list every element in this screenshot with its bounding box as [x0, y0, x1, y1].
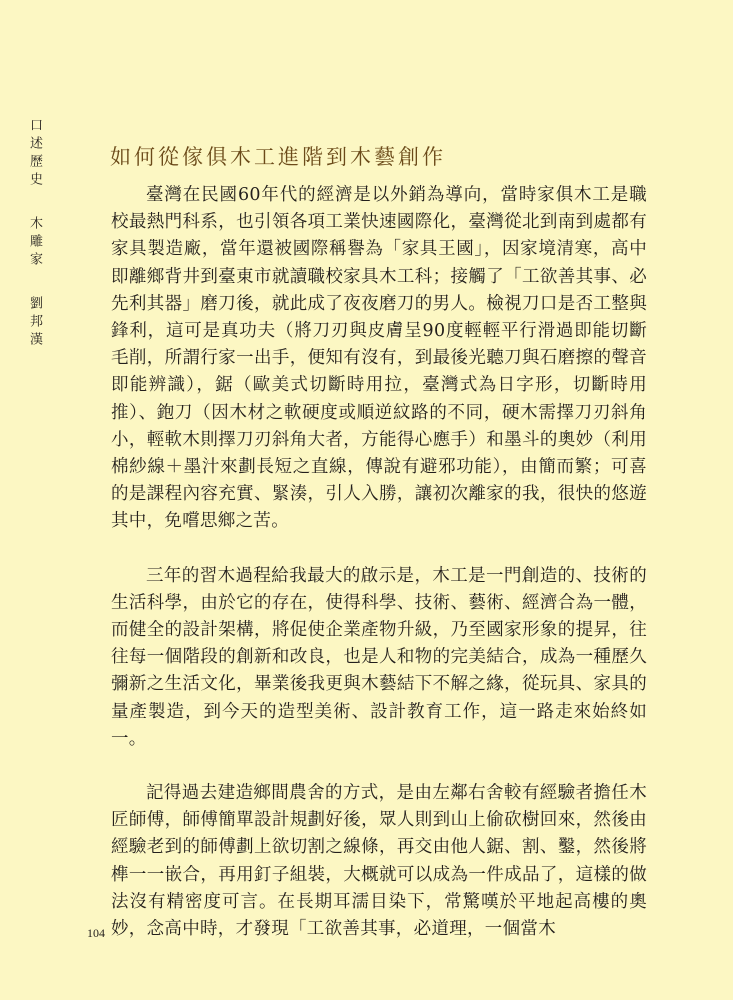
paragraph-1: 臺灣在民國60年代的經濟是以外銷為導向，當時家俱木工是職校最熱門科系，也引領各項工業快速國際化，臺灣從北到南到處都有家具製造廠，當年還被國際稱譽為「家具王國」，因家境清寒，高中即離鄉背井到臺東市就讀職校家具木工科；接觸了「工欲善其事、必先利其器」磨刀後，就此成了夜夜磨刀的男人。檢視刀口是否工整與鋒利，這可是真功夫（將刀刃與皮膚呈90度輕輕平行滑過即能切斷毛削，所謂行家一出手，便知有沒有，到最後光聽刀與石磨擦的聲音即能辨識），鋸（歐美式切斷時用拉，臺灣式為日字形，切斷時用推）、鉋刀（因木材之軟硬度或順逆紋路的不同，硬木需擇刀刃斜角小，輕軟木則擇刀刃斜角大者，方能得心應手）和墨斗的奧妙（利用棉紗線＋墨汁來劃長短之直線，傳說有避邪功能），由簡而繁；可喜的是課程內容充實、緊湊，引人入勝，讓初次離家的我，很快的悠遊其中，免嚐思鄉之苦。 [111, 185, 647, 532]
paragraph-2: 三年的習木過程給我最大的啟示是，木工是一門創造的、技術的生活科學，由於它的存在，使得科學、技術、藝術、經濟合為一體，而健全的設計架構，將促使企業產物升級，乃至國家形象的提昇，往往每一個階段的創新和改良，也是人和物的完美結合，成為一種歷久彌新之生活文化，畢業後我更與木藝結下不解之緣，從玩具、家具的量產製造，到今天的造型美術、設計教育工作，這一路走來始終如一。 [111, 565, 647, 749]
running-header-name: 劉邦漢 [27, 296, 42, 350]
section-title: 如何從傢俱木工進階到木藝創作 [110, 145, 446, 169]
body-text [111, 182, 647, 943]
running-header-series: 口述歷史 [27, 118, 42, 190]
running-header-vertical [24, 118, 44, 350]
running-header-category: 木雕家 [27, 216, 42, 270]
page-number: 104 [87, 926, 105, 940]
paragraph-3: 記得過去建造鄉間農舍的方式，是由左鄰右舍較有經驗者擔任木匠師傅，師傅簡單設計規劃好後，眾人則到山上偷砍樹回來，然後由經驗老到的師傅劃上欲切割之線條，再交由他人鋸、割、鑿，然後將榫一一嵌合，再用釘子組裝，大概就可以成為一件成品了，這樣的做法沒有精密度可言。在長期耳濡目染下，常驚嘆於平地起高樓的奧妙，念高中時，才發現「工欲善其事，必道理，一個當木 [111, 783, 647, 940]
